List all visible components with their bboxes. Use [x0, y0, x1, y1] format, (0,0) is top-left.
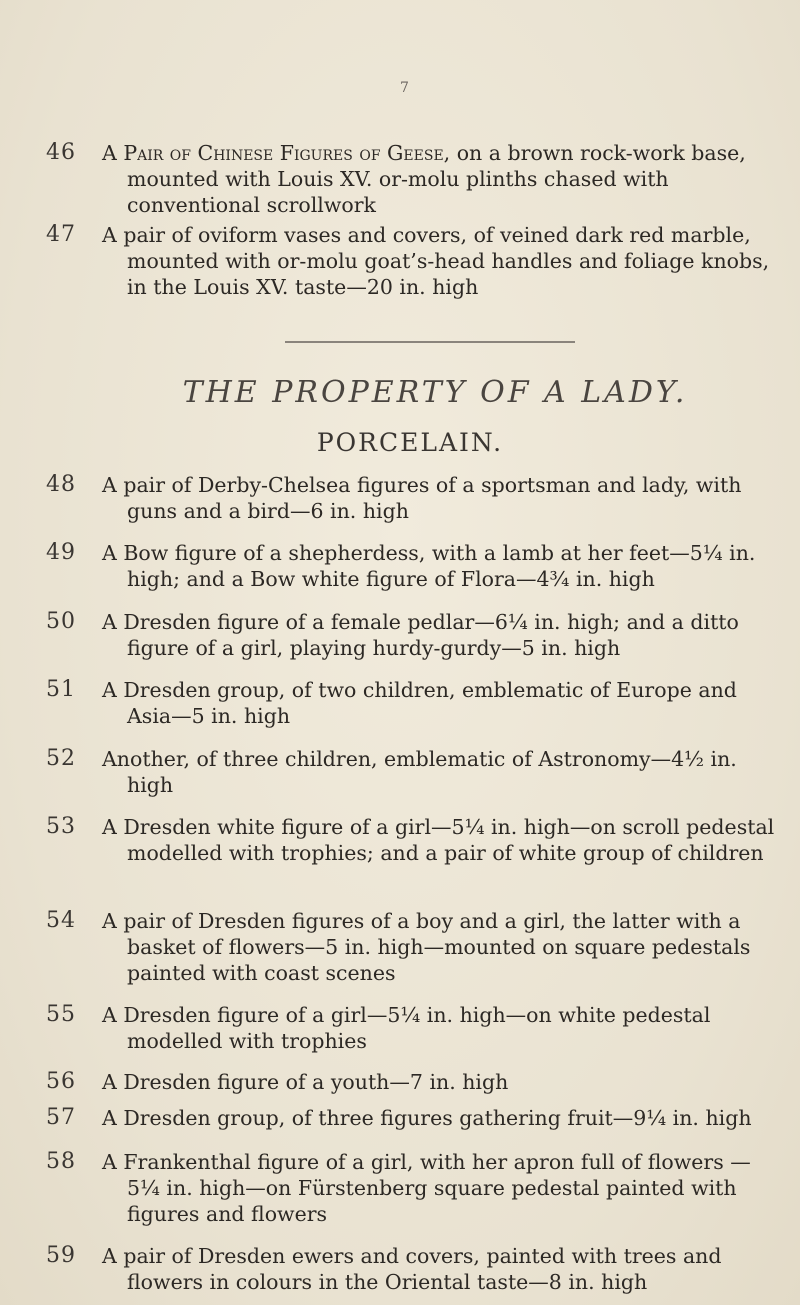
- lot-description: A Dresden figure of a girl—5¼ in. high—on white pedestal modelled with trophies: [102, 1003, 711, 1053]
- lot-description: A Dresden white figure of a girl—5¼ in. high—on scroll pedestal modelled with trophies; and a pair of white group of children: [102, 815, 775, 865]
- lot-description: A Dresden group, of two children, emblematic of Europe and Asia—5 in. high: [102, 678, 737, 728]
- lot-number: 46: [46, 140, 76, 165]
- lot-number: 48: [46, 472, 76, 497]
- page-marker: 7: [400, 80, 409, 96]
- lot-description: A pair of Derby-Chelsea figures of a sportsman and lady, with guns and a bird—6 in. high: [102, 473, 742, 523]
- lot-number: 51: [46, 677, 76, 702]
- lot-number: 47: [46, 222, 76, 247]
- lot-description-text: on a brown rock-work base, mounted with Louis XV. or-molu plinths chased with conventional scrollwork: [127, 141, 746, 217]
- section-heading: THE PROPERTY OF A LADY.: [182, 375, 688, 410]
- lot-number: 57: [46, 1105, 76, 1130]
- lot-number: 56: [46, 1069, 76, 1094]
- section-subheading: PORCELAIN.: [316, 428, 504, 457]
- lot-lead: A Pair of Chinese Figures of Geese,: [102, 141, 451, 165]
- lot-description: A Frankenthal figure of a girl, with her apron full of flowers —5¼ in. high—on Fürstenberg square pedestal painted with figures and flowers: [102, 1150, 751, 1226]
- lot-description: A Dresden figure of a youth—7 in. high: [102, 1070, 509, 1094]
- lot-description: [102, 140, 779, 218]
- lot-number: 55: [46, 1002, 76, 1027]
- lot-number: 53: [46, 814, 76, 839]
- lot-number: 58: [46, 1149, 76, 1174]
- lot-description: A pair of Dresden ewers and covers, painted with trees and flowers in colours in the Oriental taste—8 in. high: [102, 1244, 722, 1294]
- lot-description: A pair of Dresden figures of a boy and a girl, the latter with a basket of flowers—5 in. high—mounted on square pedestals painted with coast scenes: [102, 909, 751, 985]
- lot-number: 49: [46, 540, 76, 565]
- lot-description: A Dresden group, of three figures gathering fruit—9¼ in. high: [102, 1106, 752, 1130]
- lot-number: 52: [46, 746, 76, 771]
- lot-number: 50: [46, 609, 76, 634]
- lot-description: A Bow figure of a shepherdess, with a lamb at her feet—5¼ in. high; and a Bow white figure of Flora—4¾ in. high: [102, 541, 756, 591]
- lot-number: 54: [46, 908, 76, 933]
- lot-description: A Dresden figure of a female pedlar—6¼ in. high; and a ditto figure of a girl, playing hurdy-gurdy—5 in. high: [102, 610, 739, 660]
- lot-description: A pair of oviform vases and covers, of veined dark red marble, mounted with or-molu goat’s-head handles and foliage knobs, in the Louis XV. taste—20 in. high: [102, 223, 770, 299]
- lot-description: Another, of three children, emblematic of Astronomy—4½ in. high: [102, 747, 737, 797]
- lot-number: 59: [46, 1243, 76, 1268]
- section-divider: [285, 341, 575, 343]
